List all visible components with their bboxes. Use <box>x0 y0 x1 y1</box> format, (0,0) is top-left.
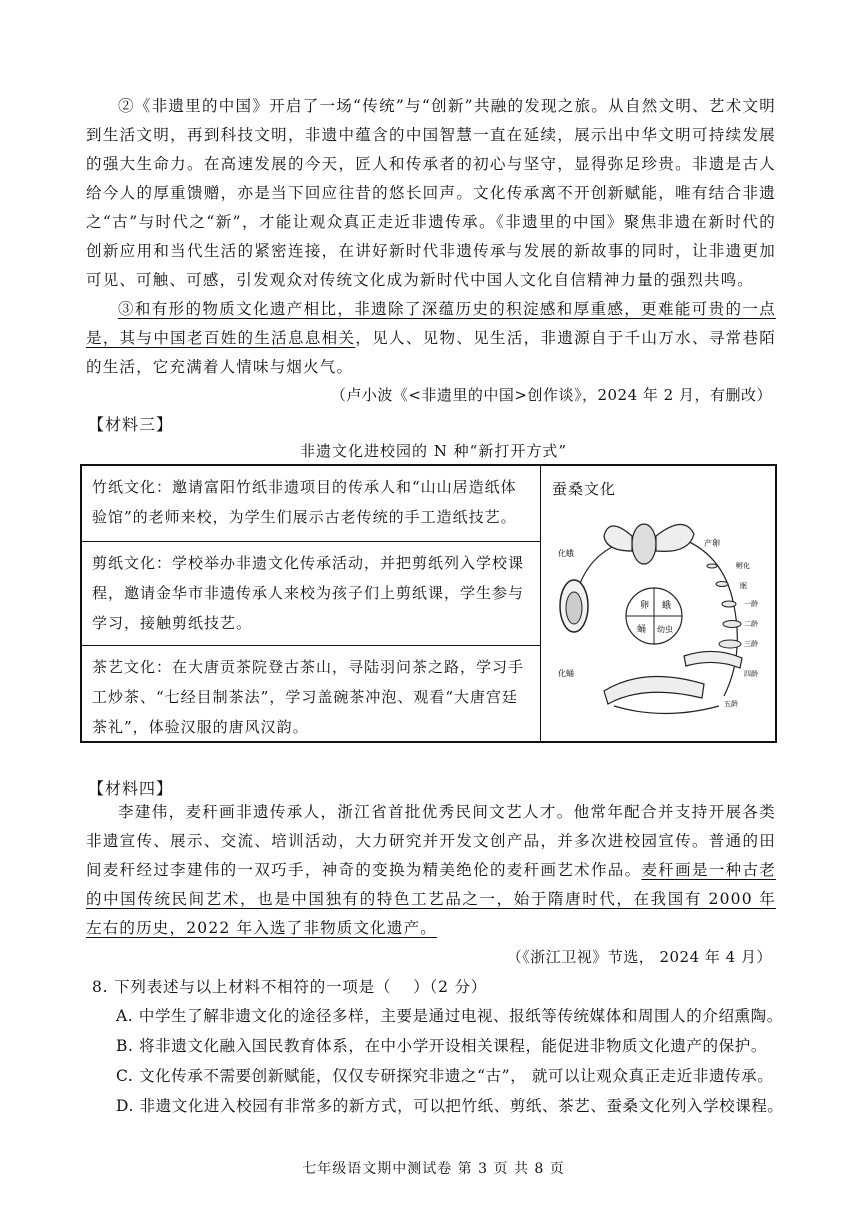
paragraph-3 <box>86 295 776 382</box>
pie-label-egg: 卵 <box>640 601 650 611</box>
cell-bamboo-paper: 竹纸文化：邀请富阳竹纸非遗项目的传承人和“山山居造纸体验馆”的老师来校，为学生们展示古老传统的手工造纸技艺。 <box>82 466 540 542</box>
cycle-arrow-right <box>674 536 737 696</box>
question-8: 8. 下列表述与以上材料不相符的一项是（ ）（2 分） <box>92 978 488 996</box>
label-hatch: 孵化 <box>736 562 750 570</box>
label-molt: 眠 <box>740 582 747 590</box>
paragraph-4 <box>86 798 776 943</box>
mature-larva-icon <box>604 676 704 704</box>
source-citation-2: （《浙江卫视》节选， 2024 年 4 月） <box>506 948 772 966</box>
label-lay-eggs: 产卵 <box>704 539 720 548</box>
moth-icon <box>604 524 694 564</box>
activities-table <box>80 464 777 743</box>
cocoon-icon <box>560 580 588 632</box>
cell-sericulture <box>542 466 775 741</box>
cell-paper-cutting: 剪纸文化：学校举办非遗文化传承活动，并把剪纸列入学校课程，邀请金华市非遗传承人来校为孩子们上剪纸课，学生参与学习，接触剪纸技艺。 <box>82 542 540 646</box>
page-footer: 七年级语文期中测试卷 第 3 页 共 8 页 <box>302 1161 565 1177</box>
paragraph-4-plain: 李建伟，麦秆画非遗传承人，浙江省首批优秀民间文艺人才。他常年配合并支持开展各类非遗宣传、展示、交流、培训活动，大力研究并开发文创产品，并多次进校园宣传。普通的田间麦秆经过李建伟的一双巧手，神奇的变换为精美绝伦的麦秆画艺术作品。 <box>86 803 776 879</box>
label-instar-2: 二龄 <box>744 620 758 628</box>
pie-label-pupa: 蛹 <box>637 625 647 635</box>
label-instar-1: 一龄 <box>744 600 758 608</box>
label-pupate: 化蛹 <box>558 669 574 678</box>
paragraph-4-underlined: 麦秆画是一种古老的中国传统民间艺术，也是中国独有的特色工艺品之一，始于隋唐时代，在我国有 2000 年左右的历史，2022 年入选了非物质文化遗产。 <box>86 861 776 937</box>
source-citation-1: （卢小波《<非遗里的中国>创作谈》，2024 年 2 月，有删改） <box>330 386 772 404</box>
cell-tea-art: 茶艺文化：在大唐贡茶院登古茶山，寻陆羽问茶之路，学习手工炒茶、“七经目制茶法”，学习盖碗茶冲泡、观看“大唐宫廷茶礼”，体验汉服的唐风汉韵。 <box>92 658 525 736</box>
paragraph-3-rest: ，见人、见物、见生活，非遗源自于千山万水、寻常巷陌的生活，它充满着人情味与烟火气。 <box>86 329 776 376</box>
large-larva-icon <box>684 651 742 668</box>
label-instar-4: 四龄 <box>744 670 758 678</box>
option-b[interactable]: B. 将非遗文化融入国民教育体系，在中小学开设相关课程，能促进非物质文化遗产的保护。 <box>116 1037 767 1055</box>
table-left-column <box>82 466 541 741</box>
pie-label-larva: 幼虫 <box>657 625 673 634</box>
option-a[interactable]: A. 中学生了解非遗文化的途径多样，主要是通过电视、报纸等传统媒体和周围人的介绍熏陶。 <box>116 1007 783 1025</box>
label-moth-emerge: 化蛾 <box>558 549 574 558</box>
paragraph-2: ②《非遗里的中国》开启了一场“传统”与“创新”共融的发现之旅。从自然文明、艺术文明到生活文明，再到科技文明，非遗中蕴含的中国智慧一直在延续，展示出中华文明可持续发展的强大生命力。在高速发展的今天，匠人和传承者的初心与坚守，显得弥足珍贵。非遗是古人给今人的厚重馈赠，亦是当下回应往昔的悠长回声。文化传承离不开创新赋能，唯有结合非遗之“古”与时代之“新”，才能让观众真正走近非遗传承。《非遗里的中国》聚焦非遗在新时代的创新应用和当代生活的紧密连接，在讲好新时代非遗传承与发展的新故事的同时，让非遗更加可见、可触、可感，引发观众对传统文化成为新时代中国人文化自信精神力量的强烈共鸣。 <box>86 97 776 289</box>
cycle-arrow-bottom <box>614 706 719 714</box>
option-c[interactable]: C. 文化传承不需要创新赋能，仅仅专研探究非遗之“古”， 就可以让观众真正走近非遗传承。 <box>116 1067 774 1085</box>
label-instar-3: 三龄 <box>744 640 758 648</box>
table-title: 非遗文化进校园的 N 种“新打开方式” <box>300 442 567 460</box>
option-d[interactable]: D. 非遗文化进入校园有非常多的新方式，可以把竹纸、剪纸、茶艺、蚕桑文化列入学校课程。 <box>116 1097 784 1115</box>
sericulture-label: 蚕桑文化 <box>552 480 617 498</box>
lifecycle-pie <box>626 588 682 644</box>
paragraph-3-underlined: ③和有形的物质文化遗产相比，非遗除了深蕴历史的积淀感和厚重感，更难能可贵的一点是，其与中国老百姓的生活息息相关 <box>86 300 776 347</box>
silkworm-lifecycle-diagram <box>544 506 772 738</box>
label-instar-5: 五龄 <box>724 700 738 708</box>
pie-label-moth: 蛾 <box>662 601 672 611</box>
material-4-heading: 【材料四】 <box>88 779 174 798</box>
material-3-heading: 【材料三】 <box>88 415 174 434</box>
